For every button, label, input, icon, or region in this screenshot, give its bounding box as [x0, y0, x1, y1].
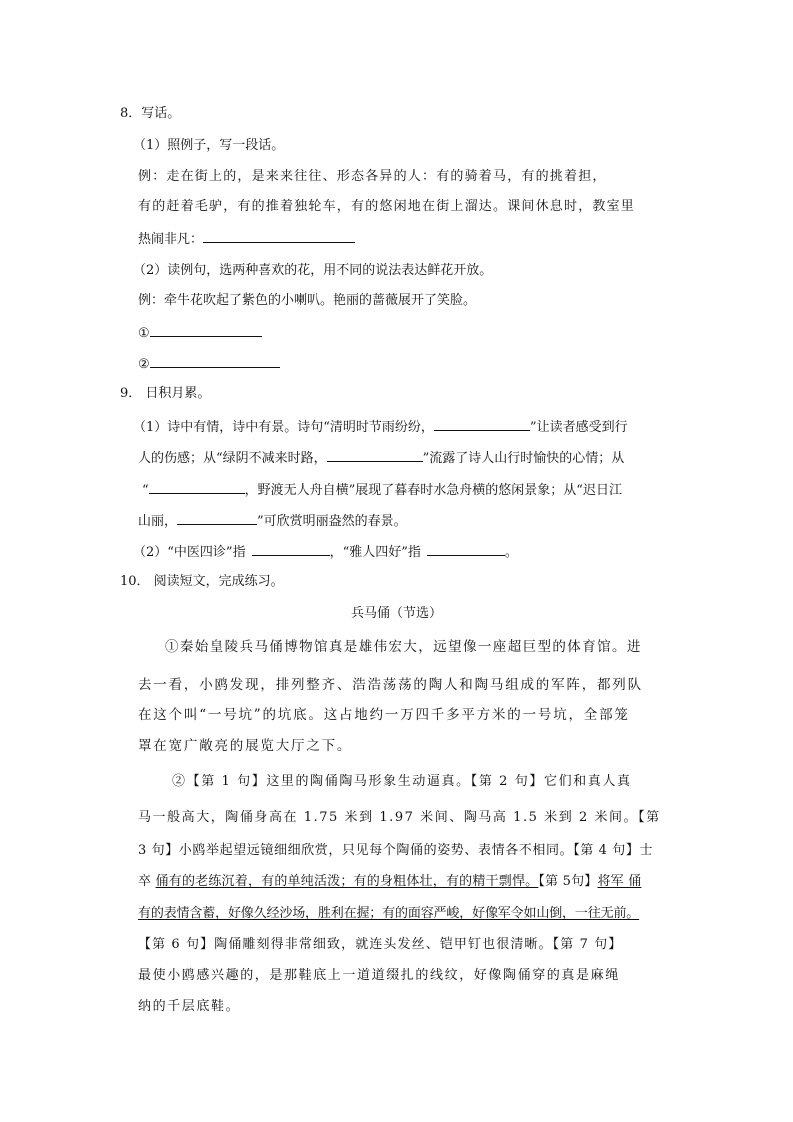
q9-text: ”可欣赏明丽盎然的春景。 [257, 514, 407, 529]
q9-text: ，野渡无人舟自横”展现了暮春时水急舟横的悠闲景象；从“迟日江 [244, 483, 622, 498]
question-9-title: 9． 日积月累。 [120, 386, 211, 401]
passage-line: 马一般高大，陶俑身高在 1.75 米到 1.97 米间、陶马高 1.5 米到 2 米间。【第 [138, 810, 661, 825]
passage-line: 纳的千层底鞋。 [138, 999, 241, 1014]
passage-line: 最使小鸥感兴趣的，是那鞋底上一道道缀扎的线纹，好像陶俑穿的真是麻绳 [138, 968, 620, 983]
q9-line [133, 416, 628, 437]
passage-title: 兵马俑（节选） [350, 606, 442, 621]
passage-line: 3 句】小鸥举起望远镜细细欣赏，只见每个陶俑的姿势、表情各不相同。【第 4 句】士 [138, 843, 654, 858]
passage-line: ①秦始皇陵兵马俑博物馆真是雄伟宏大，远望像一座超巨型的体育馆。进 [165, 639, 642, 655]
passage-text: 卒 [138, 874, 156, 889]
q9-text: ”流露了诗人山行时愉快的心情；从 [422, 451, 625, 466]
answer-blank[interactable] [150, 353, 280, 368]
q8-prompt-text: 热闹非凡： [138, 232, 204, 247]
passage-line [138, 873, 641, 891]
q9-text: 山丽， [138, 514, 178, 529]
q8-example-line: 例：走在街上的，是来来往往、形态各异的人：有的骑着马，有的挑着担， [138, 169, 607, 184]
passage-line: 在这个叫“一号坑”的坑底。这占地约一万四千多平方米的一号坑，全部笼 [138, 707, 630, 723]
q8-answer-line-1 [138, 322, 262, 343]
passage-line: ②【第 1 句】这里的陶俑陶马形象生动逼真。【第 2 句】它们和真人真 [172, 774, 632, 789]
circled-number: ① [138, 326, 150, 341]
passage-line: 罩在宽广敞亮的展览大厅之下。 [138, 738, 353, 754]
answer-blank[interactable] [252, 541, 330, 556]
answer-blank[interactable] [327, 447, 423, 462]
q9-line [133, 541, 518, 562]
q8-example-line [138, 228, 355, 249]
passage-line: 去一看，小鸥发现，排列整齐、浩浩荡荡的陶人和陶马组成的军阵，都列队 [138, 677, 643, 693]
q9-text: “ [142, 483, 149, 498]
underlined-sentence: 有的表情含蓄，好像久经沙场，胜利在握；有的面容严峻，好像军令如山倒，一往无前。 [138, 906, 640, 921]
underlined-sentence: 将军 俑 [597, 874, 642, 889]
answer-blank[interactable] [427, 541, 505, 556]
answer-blank[interactable] [434, 416, 530, 431]
q9-line [138, 510, 407, 531]
circled-number: ② [138, 357, 150, 372]
q8-answer-line-2 [138, 353, 280, 374]
q9-line [142, 479, 622, 500]
underlined-sentence: 俑有的老练沉着，有的单纯活泼；有的身粗体壮，有的精干剽悍。 [155, 874, 539, 889]
answer-blank[interactable] [149, 479, 245, 494]
q9-text: 。 [504, 545, 518, 560]
q8-example-line: 有的赶着毛驴，有的推着独轮车，有的悠闲地在街上溜达。课间休息时，教室里 [138, 199, 636, 214]
answer-blank[interactable] [177, 510, 257, 525]
answer-blank[interactable] [203, 228, 355, 243]
passage-text: 【第 5句】 [538, 874, 598, 889]
q9-text: ”让读者感受到行 [529, 420, 628, 435]
answer-blank[interactable] [150, 322, 262, 337]
q8-part1-label: （1）照例子，写一段话。 [133, 138, 285, 153]
q9-text: （1）诗中有情，诗中有景。诗句“清明时节雨纷纷， [133, 420, 434, 435]
q9-text: （2）“中医四诊”指 [133, 545, 246, 560]
q9-text: 人的伤感；从“绿阴不减来时路， [138, 451, 327, 466]
q9-line [138, 447, 624, 468]
q9-text: ，“雅人四好”指 [329, 545, 421, 560]
question-10-title: 10． 阅读短文，完成练习。 [120, 574, 284, 589]
question-8-title: 8．写话。 [120, 106, 181, 121]
passage-line: 【第 6 句】陶俑雕刻得非常细致，就连头发丝、铠甲钉也很清晰。【第 7 句】 [138, 937, 623, 952]
q8-part2-example: 例：牵牛花吹起了紫色的小喇叭。艳丽的蔷薇展开了笑脸。 [138, 293, 477, 308]
q8-part2-label: （2）读例句，选两种喜欢的花，用不同的说法表达鲜花开放。 [133, 263, 493, 278]
